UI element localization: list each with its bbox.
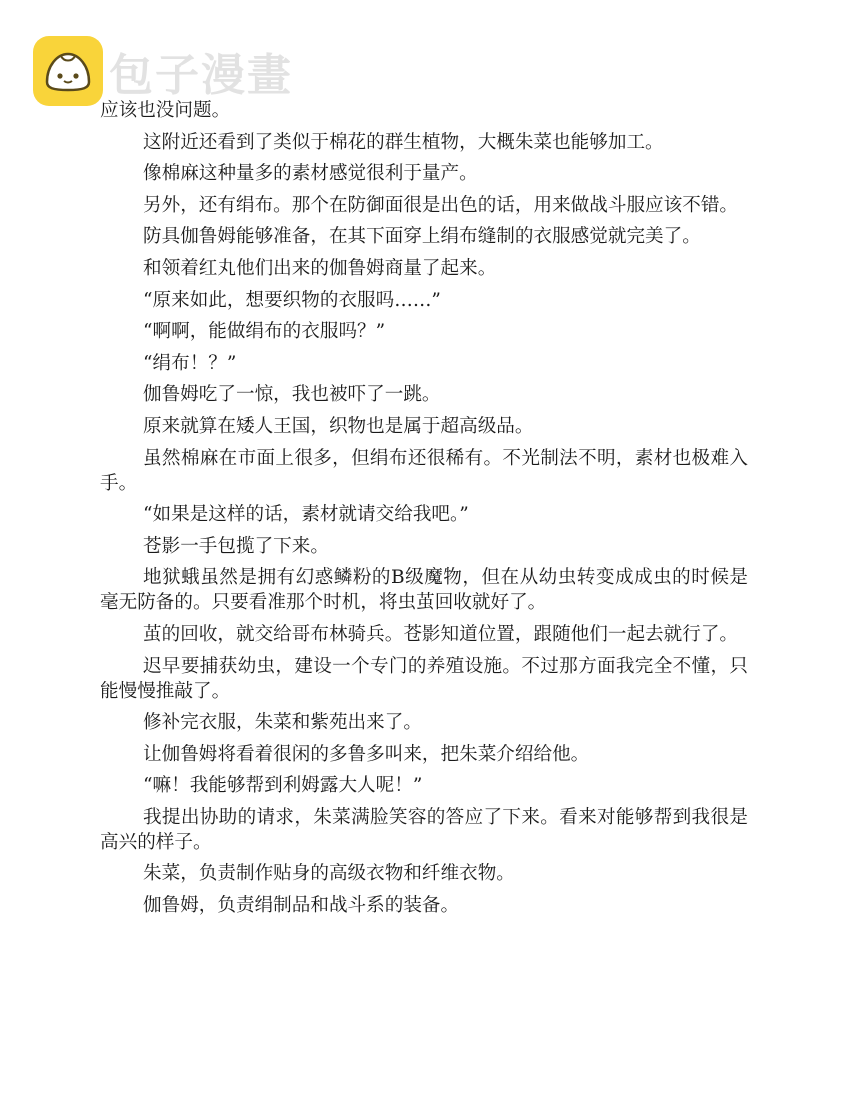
paragraph: 朱菜，负责制作贴身的高级衣物和纤维衣物。 [143, 863, 515, 885]
watermark-logo [33, 36, 293, 106]
watermark-brand-text: 包子漫畫 [109, 50, 293, 101]
paragraph: 原来就算在矮人王国，织物也是属于超高级品。 [143, 415, 534, 437]
paragraph: “原来如此，想要织物的衣服吗……” [143, 289, 441, 311]
paragraph: 地狱蛾虽然是拥有幻惑鳞粉的B级魔物，但在从幼虫转变成成虫的时候是毫无防备的。只要看准那个时机，将虫茧回收就好了。 [100, 567, 748, 614]
paragraph: 迟早要捕获幼虫，建设一个专门的养殖设施。不过那方面我完全不懂，只能慢慢推敲了。 [100, 655, 748, 702]
paragraph: 伽鲁姆，负责绢制品和战斗系的装备。 [143, 895, 460, 917]
steamed-bun-icon [33, 36, 103, 106]
paragraph: 让伽鲁姆将看着很闲的多鲁多叫来，把朱菜介绍给他。 [143, 743, 590, 765]
paragraph: 我提出协助的请求，朱菜满脸笑容的答应了下来。看来对能够帮到我很是高兴的样子。 [100, 806, 748, 853]
paragraph: “嘛！我能够帮到利姆露大人呢！” [143, 775, 423, 797]
paragraph: 防具伽鲁姆能够准备，在其下面穿上绢布缝制的衣服感觉就完美了。 [143, 226, 701, 248]
paragraph: 茧的回收，就交给哥布林骑兵。苍影知道位置，跟随他们一起去就行了。 [143, 623, 739, 645]
paragraph: 虽然棉麻在市面上很多，但绢布还很稀有。不光制法不明，素材也极难入手。 [100, 447, 748, 494]
paragraph: 这附近还看到了类似于棉花的群生植物，大概朱菜也能够加工。 [143, 131, 664, 153]
paragraph: “如果是这样的话，素材就请交给我吧。” [143, 504, 469, 526]
document-body [100, 98, 748, 925]
paragraph: 苍影一手包揽了下来。 [143, 535, 329, 557]
paragraph: “绢布！？” [143, 352, 237, 374]
paragraph: 像棉麻这种量多的素材感觉很利于量产。 [143, 163, 478, 185]
paragraph: “啊啊，能做绢布的衣服吗？” [143, 321, 386, 343]
paragraph: 应该也没问题。 [100, 100, 231, 121]
paragraph: 伽鲁姆吃了一惊，我也被吓了一跳。 [143, 384, 441, 406]
paragraph: 和领着红丸他们出来的伽鲁姆商量了起来。 [143, 257, 497, 279]
paragraph: 修补完衣服，朱菜和紫苑出来了。 [143, 712, 422, 734]
paragraph: 另外，还有绢布。那个在防御面很是出色的话，用来做战斗服应该不错。 [143, 194, 739, 216]
